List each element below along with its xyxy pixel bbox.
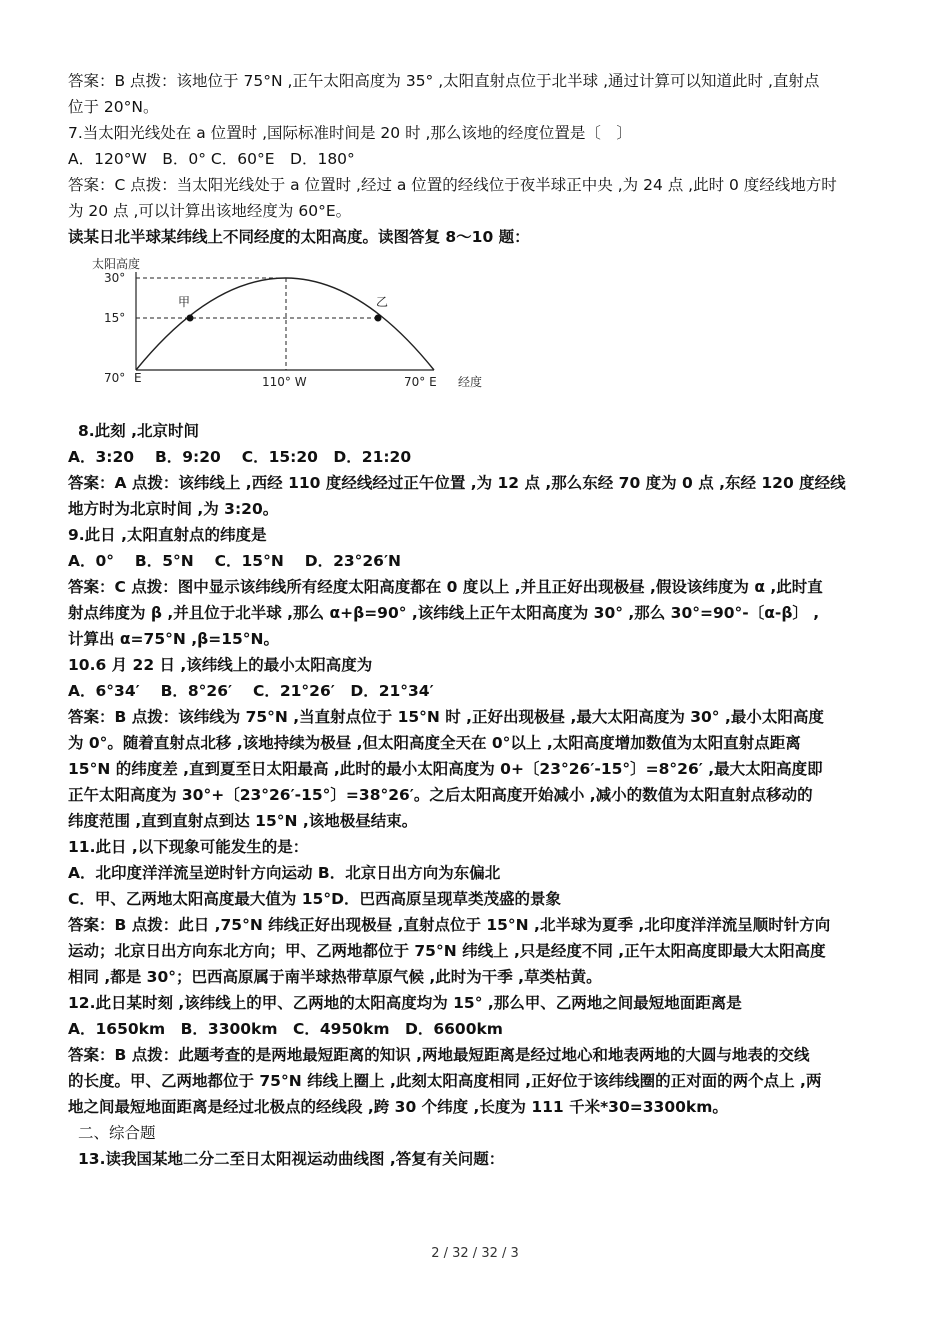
answer-10-cont: 为 0°。随着直射点北移 ,该地持续为极昼 ,但太阳高度全天在 0°以上 ,太阳高度增加数值为太阳直射点距离 <box>68 734 801 752</box>
question-10-options: A．6°34′ B．8°26′ C．21°26′ D．21°34′ <box>68 682 434 700</box>
question-8: 8.此刻 ,北京时间 <box>78 422 199 440</box>
page-footer: 2 / 32 / 32 / 3 <box>431 1246 519 1261</box>
intro-8-10: 读某日北半球某纬线上不同经度的太阳高度。读图答复 8～10 题： <box>68 228 530 246</box>
answer-12-cont: 的长度。甲、乙两地都位于 75°N 纬线上圈上 ,此刻太阳高度相同 ,正好位于该纬线圈的正对面的两个点上 ,两 <box>68 1072 822 1090</box>
document-page <box>68 68 888 1172</box>
point-yi <box>375 315 382 322</box>
answer-9-cont: 计算出 α=75°N ,β=15°N。 <box>68 630 279 648</box>
x-label-110w: 110° W <box>262 375 307 389</box>
chart-svg <box>82 254 512 412</box>
question-7: 7.当太阳光线处在 a 位置时 ,国际标准时间是 20 时 ,那么该地的经度位置是〔 〕 <box>68 124 632 142</box>
question-13: 13.读我国某地二分二至日太阳视运动曲线图 ,答复有关问题： <box>78 1150 505 1168</box>
x-label-70e: 70° E <box>404 375 437 389</box>
chart-y-title: 太阳高度 <box>92 257 141 271</box>
point-jia <box>187 315 194 322</box>
answer-12: 答案：B 点拨：此题考查的是两地最短距离的知识 ,两地最短距离是经过地心和地表两地的大圆与地表的交线 <box>68 1046 810 1064</box>
question-8-options: A．3:20 B．9:20 C．15:20 D．21:20 <box>68 448 412 466</box>
answer-line: 答案：B 点拨：该地位于 75°N ,正午太阳高度为 35° ,太阳直射点位于北半球 ,通过计算可以知道此时 ,直射点 <box>68 72 820 90</box>
x-label-e: E <box>134 371 142 385</box>
question-11-options-cd: C．甲、乙两地太阳高度最大值为 15°D．巴西高原呈现草类茂盛的景象 <box>68 890 561 908</box>
answer-10-cont: 纬度范围 ,直到直射点到达 15°N ,该地极昼结束。 <box>68 812 418 830</box>
answer-12-cont: 地之间最短地面距离是经过北极点的经线段 ,跨 30 个纬度 ,长度为 111 千米*30=3300km。 <box>68 1098 728 1116</box>
answer-7: 答案：C 点拨：当太阳光线处于 a 位置时 ,经过 a 位置的经线位于夜半球正中央 ,为 24 点 ,此时 0 度经线地方时 <box>68 176 837 194</box>
answer-11-cont: 相同 ,都是 30°；巴西高原属于南半球热带草原气候 ,此时为干季 ,草类枯黄。 <box>68 968 602 986</box>
question-12-options: A．1650km B．3300km C．4950km D．6600km <box>68 1020 503 1038</box>
answer-11: 答案：B 点拨：此日 ,75°N 纬线正好出现极昼 ,直射点位于 15°N ,北半球为夏季 ,北印度洋洋流呈顺时针方向 <box>68 916 831 934</box>
answer-11-cont: 运动；北京日出方向东北方向；甲、乙两地都位于 75°N 纬线上 ,只是经度不同 ,正午太阳高度即最大太阳高度 <box>68 942 826 960</box>
label-jia: 甲 <box>178 295 191 309</box>
sun-altitude-curve <box>136 278 434 370</box>
label-yi: 乙 <box>376 295 389 309</box>
questions-8-13 <box>68 418 888 1172</box>
question-11: 11.此日 ,以下现象可能发生的是： <box>68 838 309 856</box>
answer-line: 位于 20°N。 <box>68 98 159 116</box>
question-11-options-ab: A．北印度洋洋流呈逆时针方向运动 B．北京日出方向为东偏北 <box>68 864 501 882</box>
question-9: 9.此日 ,太阳直射点的纬度是 <box>68 526 267 544</box>
question-10: 10.6 月 22 日 ,该纬线上的最小太阳高度为 <box>68 656 373 674</box>
question-12: 12.此日某时刻 ,该纬线上的甲、乙两地的太阳高度均为 15° ,那么甲、乙两地之间最短地面距离是 <box>68 994 742 1012</box>
answer-8: 答案：A 点拨：该纬线上 ,西经 110 度经线经过正午位置 ,为 12 点 ,那么东经 70 度为 0 点 ,东经 120 度经线 <box>68 474 846 492</box>
section-heading: 二、综合题 <box>78 1124 156 1142</box>
sun-altitude-chart <box>82 254 512 412</box>
answer-10-cont: 15°N 的纬度差 ,直到夏至日太阳最高 ,此时的最小太阳高度为 0+〔23°26′-15°〕=8°26′ ,最大太阳高度即 <box>68 760 823 778</box>
tick-15: 15° <box>104 311 126 325</box>
answer-9-cont: 射点纬度为 β ,并且位于北半球 ,那么 α+β=90° ,该纬线上正午太阳高度为 30° ,那么 30°=90°-〔α-β〕 , <box>68 604 820 622</box>
answer-10: 答案：B 点拨：该纬线为 75°N ,当直射点位于 15°N 时 ,正好出现极昼 ,最大太阳高度为 30° ,最小太阳高度 <box>68 708 824 726</box>
answer-8-cont: 地方时为北京时间 ,为 3:20。 <box>68 500 279 518</box>
question-7-options: A．120°W B．0° C．60°E D．180° <box>68 150 355 168</box>
x-title: 经度 <box>458 375 483 389</box>
tick-70: 70° <box>104 371 126 385</box>
answer-7-cont: 为 20 点 ,可以计算出该地经度为 60°E。 <box>68 202 352 220</box>
tick-30: 30° <box>104 271 126 285</box>
answer-9: 答案：C 点拨：图中显示该纬线所有经度太阳高度都在 0 度以上 ,并且正好出现极昼 ,假设该纬度为 α ,此时直 <box>68 578 823 596</box>
question-9-options: A．0° B．5°N C．15°N D．23°26′N <box>68 552 402 570</box>
answer-10-cont: 正午太阳高度为 30°+〔23°26′-15°〕=38°26′。之后太阳高度开始减小 ,减小的数值为太阳直射点移动的 <box>68 786 813 804</box>
